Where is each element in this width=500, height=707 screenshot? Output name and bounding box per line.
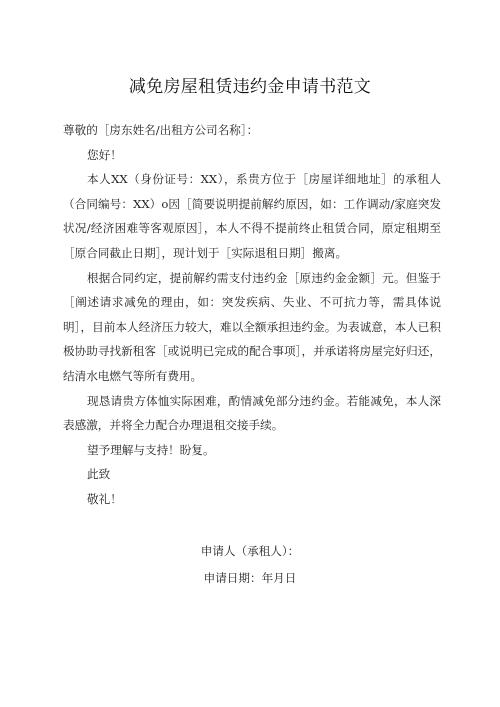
closing-line-1: 此致 [87, 467, 111, 482]
greeting: 您好！ [87, 147, 122, 162]
document-title: 减免房屋租赁违约金申请书范文 [128, 77, 372, 97]
applicant-signature: 申请人（承租人）： [200, 544, 300, 558]
closing-line-2: 敬礼！ [87, 491, 122, 506]
paragraph-1: 本人XX（身份证号：XX），系贵方位于［房屋详细地址］的承租人（合同编号：XX）o因［简要说明提前解约原因，如：工作调动/家庭突发状况/经济困难等客观原因］，本人不得不提前终止租赁合同，原定租期至［原合同截止日期］，现计划于［实际退租日期］搬离。 [63, 172, 441, 260]
letter-body [63, 118, 441, 512]
paragraph-3: 现恳请贵方体恤实际困难，酌情减免部分违约金。若能减免，本人深表感激，并将全力配合办理退租交接手续。 [63, 393, 441, 433]
paragraph-4: 望予理解与支持！盼复。 [87, 442, 215, 457]
paragraph-2: 根据合同约定，提前解约需支付违约金［原违约金金额］元。但鉴于［阐述请求减免的理由，如：突发疾病、失业、不可抗力等，需具体说明］，目前本人经济压力较大，难以全额承担违约金。为表诚意，本人已积极协助寻找新租客［或说明已完成的配合事项］，并承诺将房屋完好归还，结清水电燃气等所有费用。 [63, 270, 441, 383]
application-date: 申请日期：年月日 [203, 571, 297, 585]
salutation: 尊敬的［房东姓名/出租方公司名称］： [63, 123, 259, 137]
